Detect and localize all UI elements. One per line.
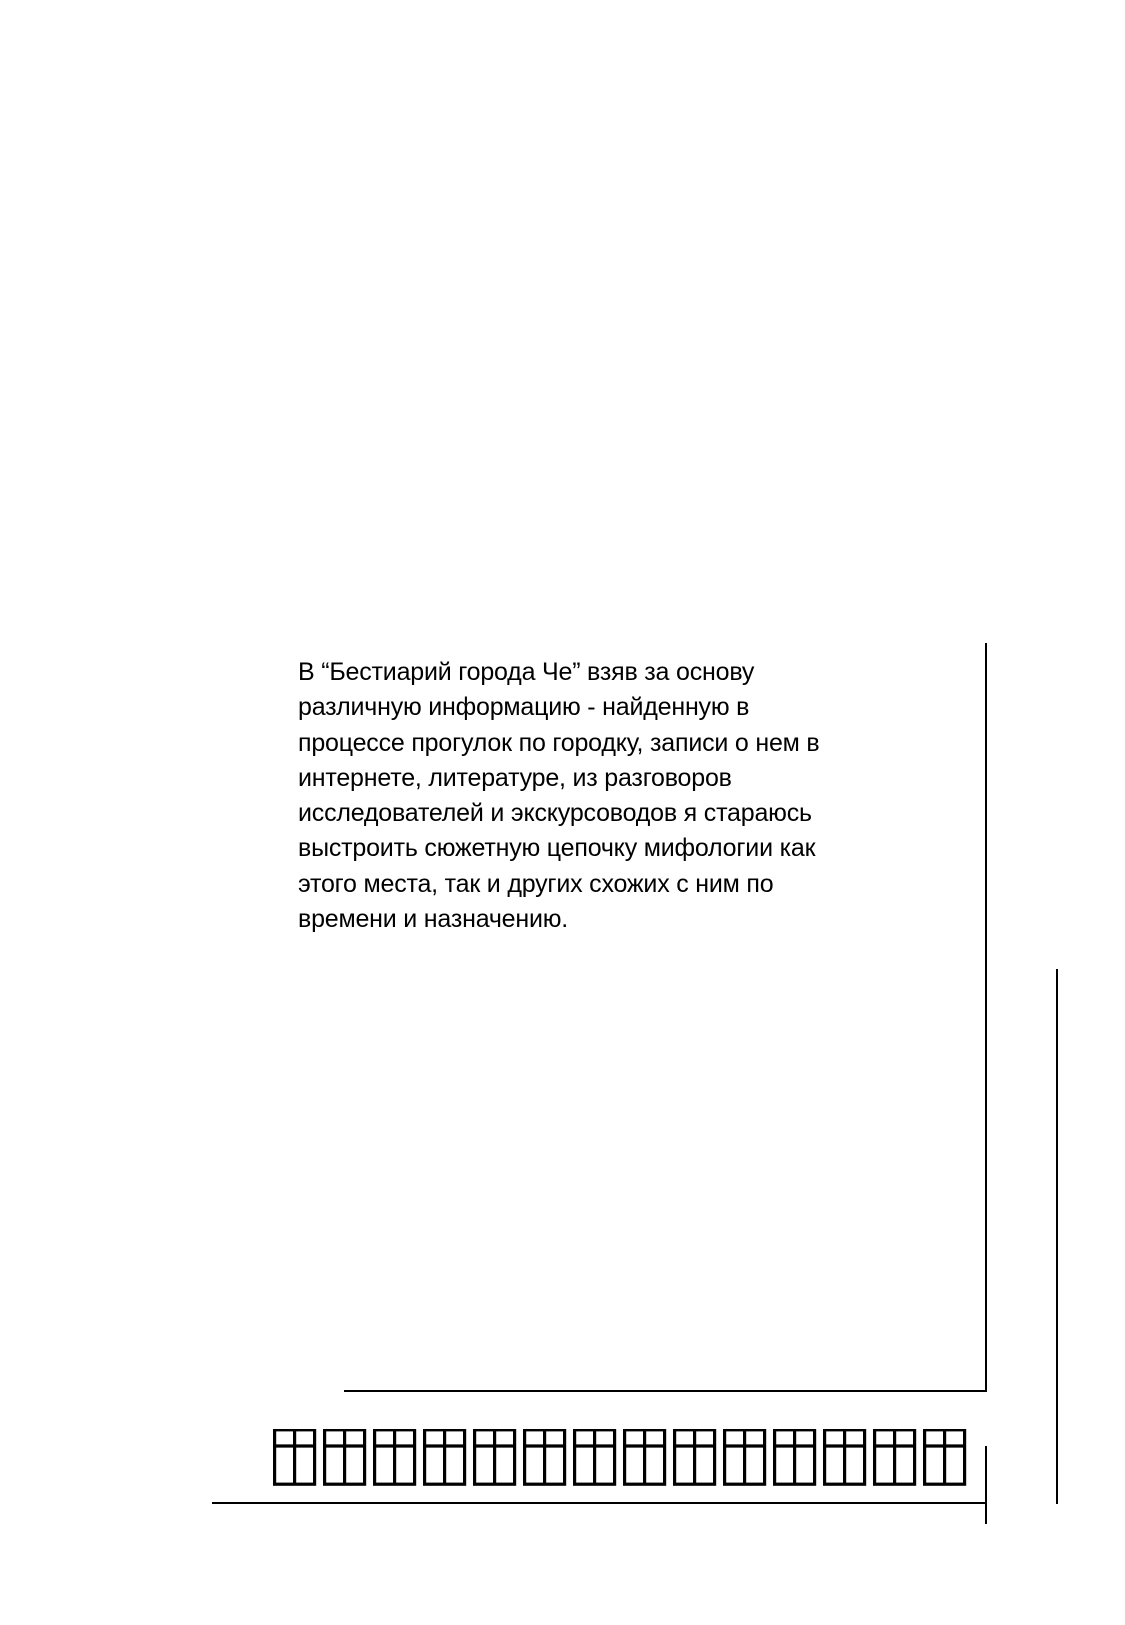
window-grid-icon bbox=[273, 1429, 973, 1486]
frame-vertical-line bbox=[985, 643, 987, 1391]
bottom-vertical-tick bbox=[985, 1446, 987, 1524]
outer-vertical-line bbox=[1056, 969, 1058, 1504]
paragraph-line: этого места, так и других схожих с ним по bbox=[298, 869, 774, 898]
window-grid-row bbox=[273, 1429, 973, 1486]
paragraph-line: времени и назначению. bbox=[298, 905, 569, 934]
window-icon bbox=[825, 1430, 865, 1484]
window-icon bbox=[725, 1430, 765, 1484]
window-icon bbox=[475, 1430, 515, 1484]
window-icon bbox=[675, 1430, 715, 1484]
intro-paragraph bbox=[298, 655, 938, 937]
paragraph-line: различную информацию - найденную в bbox=[298, 693, 750, 722]
window-icon bbox=[775, 1430, 815, 1484]
window-icon bbox=[525, 1430, 565, 1484]
window-icon bbox=[375, 1430, 415, 1484]
window-icon bbox=[625, 1430, 665, 1484]
paragraph-line: выстроить сюжетную цепочку мифологии как bbox=[298, 834, 816, 863]
paragraph-line: В “Бестиарий города Че” взяв за основу bbox=[298, 658, 755, 686]
paragraph-line: процессе прогулок по городку, записи о нем в bbox=[298, 728, 820, 757]
window-icon bbox=[575, 1430, 615, 1484]
window-icon bbox=[875, 1430, 915, 1484]
window-icon bbox=[925, 1430, 965, 1484]
paragraph-line: исследователей и экскурсоводов я стараюсь bbox=[298, 799, 812, 828]
bottom-horizontal-line bbox=[212, 1502, 987, 1504]
window-icon bbox=[425, 1430, 465, 1484]
paragraph-line: интернете, литературе, из разговоров bbox=[298, 763, 732, 792]
frame-horizontal-line bbox=[344, 1390, 987, 1392]
window-icon bbox=[325, 1430, 365, 1484]
window-icon bbox=[275, 1430, 315, 1484]
